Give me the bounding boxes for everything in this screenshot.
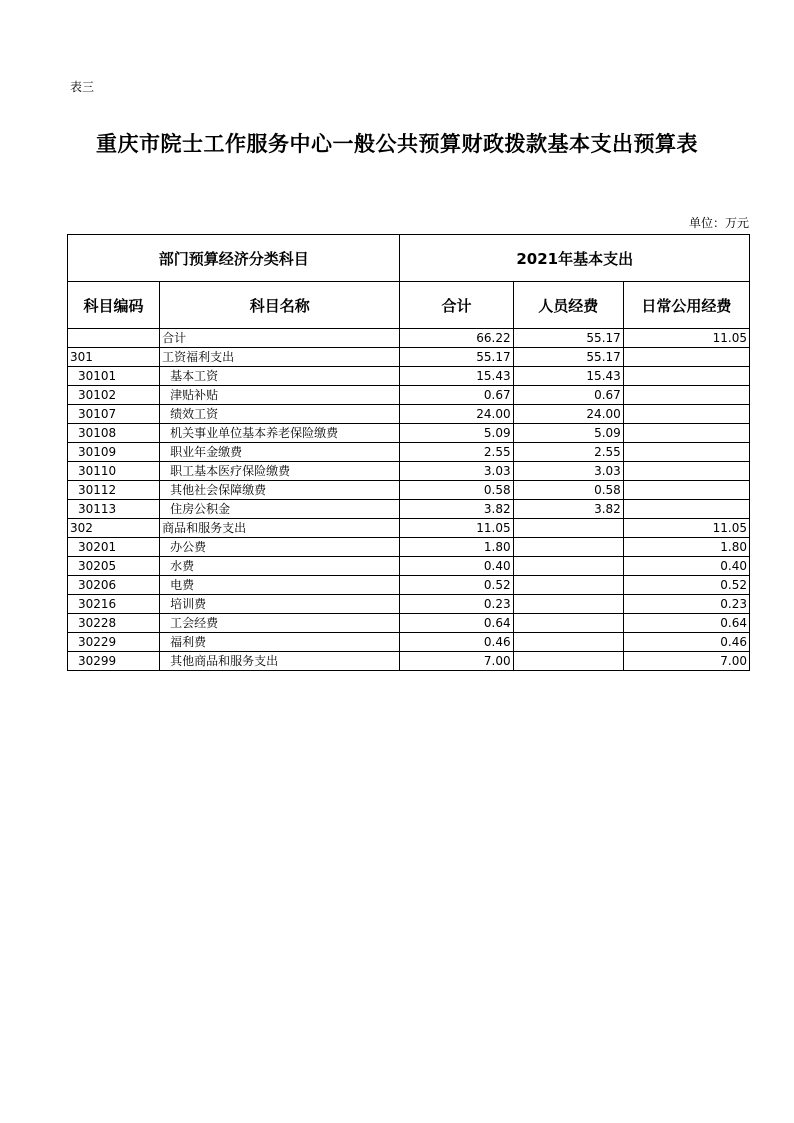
cell-public xyxy=(623,424,749,443)
cell-total: 0.67 xyxy=(400,386,513,405)
cell-name: 住房公积金 xyxy=(160,500,400,519)
cell-public xyxy=(623,405,749,424)
table-row xyxy=(68,348,750,367)
cell-code: 30205 xyxy=(68,557,160,576)
table-row xyxy=(68,538,750,557)
cell-name: 职工基本医疗保险缴费 xyxy=(160,462,400,481)
cell-total: 0.52 xyxy=(400,576,513,595)
cell-code: 30299 xyxy=(68,652,160,671)
cell-total: 7.00 xyxy=(400,652,513,671)
cell-public: 11.05 xyxy=(623,519,749,538)
cell-personnel: 0.67 xyxy=(513,386,623,405)
table-row xyxy=(68,481,750,500)
cell-public xyxy=(623,367,749,386)
cell-code: 30109 xyxy=(68,443,160,462)
cell-name: 绩效工资 xyxy=(160,405,400,424)
cell-name: 工会经费 xyxy=(160,614,400,633)
table-row xyxy=(68,519,750,538)
budget-table xyxy=(67,234,750,671)
cell-public xyxy=(623,386,749,405)
cell-total: 1.80 xyxy=(400,538,513,557)
cell-personnel: 24.00 xyxy=(513,405,623,424)
cell-code: 30101 xyxy=(68,367,160,386)
table-row xyxy=(68,557,750,576)
cell-name: 工资福利支出 xyxy=(160,348,400,367)
cell-code: 30216 xyxy=(68,595,160,614)
cell-personnel: 15.43 xyxy=(513,367,623,386)
table-row xyxy=(68,367,750,386)
cell-name: 合计 xyxy=(160,329,400,348)
cell-public: 0.64 xyxy=(623,614,749,633)
cell-personnel xyxy=(513,576,623,595)
cell-total: 66.22 xyxy=(400,329,513,348)
cell-code: 30107 xyxy=(68,405,160,424)
cell-total: 11.05 xyxy=(400,519,513,538)
page-title: 重庆市院士工作服务中心一般公共预算财政拨款基本支出预算表 xyxy=(96,132,698,156)
cell-code xyxy=(68,329,160,348)
table-row xyxy=(68,424,750,443)
cell-public xyxy=(623,500,749,519)
cell-name: 商品和服务支出 xyxy=(160,519,400,538)
group-header-economic-classification: 部门预算经济分类科目 xyxy=(68,235,400,282)
cell-total: 0.40 xyxy=(400,557,513,576)
cell-total: 15.43 xyxy=(400,367,513,386)
cell-name: 基本工资 xyxy=(160,367,400,386)
table-row xyxy=(68,462,750,481)
table-row xyxy=(68,633,750,652)
cell-code: 30108 xyxy=(68,424,160,443)
cell-code: 30102 xyxy=(68,386,160,405)
cell-name: 机关事业单位基本养老保险缴费 xyxy=(160,424,400,443)
table-row xyxy=(68,329,750,348)
table-number-label: 表三 xyxy=(70,80,95,94)
cell-personnel xyxy=(513,538,623,557)
column-header-total: 合计 xyxy=(400,282,513,329)
cell-personnel xyxy=(513,557,623,576)
table-row xyxy=(68,652,750,671)
cell-public xyxy=(623,443,749,462)
cell-name: 电费 xyxy=(160,576,400,595)
column-header-personnel: 人员经费 xyxy=(513,282,623,329)
cell-personnel: 3.82 xyxy=(513,500,623,519)
cell-total: 2.55 xyxy=(400,443,513,462)
unit-label: 单位：万元 xyxy=(688,216,749,230)
cell-name: 办公费 xyxy=(160,538,400,557)
cell-name: 培训费 xyxy=(160,595,400,614)
cell-public: 1.80 xyxy=(623,538,749,557)
table-row xyxy=(68,614,750,633)
cell-total: 3.82 xyxy=(400,500,513,519)
cell-personnel: 55.17 xyxy=(513,348,623,367)
cell-public xyxy=(623,462,749,481)
cell-code: 30228 xyxy=(68,614,160,633)
cell-code: 30110 xyxy=(68,462,160,481)
cell-code: 30112 xyxy=(68,481,160,500)
cell-code: 30206 xyxy=(68,576,160,595)
cell-public: 0.46 xyxy=(623,633,749,652)
cell-code: 30113 xyxy=(68,500,160,519)
table-row xyxy=(68,500,750,519)
cell-total: 0.58 xyxy=(400,481,513,500)
cell-total: 5.09 xyxy=(400,424,513,443)
group-header-basic-expenditure: 2021年基本支出 xyxy=(400,235,750,282)
cell-personnel xyxy=(513,595,623,614)
cell-name: 水费 xyxy=(160,557,400,576)
cell-public: 0.40 xyxy=(623,557,749,576)
cell-public xyxy=(623,348,749,367)
cell-total: 3.03 xyxy=(400,462,513,481)
cell-personnel xyxy=(513,633,623,652)
cell-name: 其他社会保障缴费 xyxy=(160,481,400,500)
cell-personnel xyxy=(513,614,623,633)
table-row xyxy=(68,576,750,595)
cell-name: 其他商品和服务支出 xyxy=(160,652,400,671)
cell-name: 职业年金缴费 xyxy=(160,443,400,462)
cell-public: 0.23 xyxy=(623,595,749,614)
column-header-public: 日常公用经费 xyxy=(623,282,749,329)
column-header-name: 科目名称 xyxy=(160,282,400,329)
group-header-row xyxy=(68,235,750,282)
cell-personnel: 0.58 xyxy=(513,481,623,500)
table-row xyxy=(68,405,750,424)
cell-total: 24.00 xyxy=(400,405,513,424)
cell-personnel: 2.55 xyxy=(513,443,623,462)
cell-total: 0.23 xyxy=(400,595,513,614)
column-header-code: 科目编码 xyxy=(68,282,160,329)
cell-personnel xyxy=(513,519,623,538)
cell-personnel: 3.03 xyxy=(513,462,623,481)
cell-name: 福利费 xyxy=(160,633,400,652)
cell-total: 0.64 xyxy=(400,614,513,633)
column-header-row xyxy=(68,282,750,329)
table-row xyxy=(68,595,750,614)
cell-code: 301 xyxy=(68,348,160,367)
cell-total: 0.46 xyxy=(400,633,513,652)
cell-total: 55.17 xyxy=(400,348,513,367)
table-row xyxy=(68,443,750,462)
cell-personnel: 5.09 xyxy=(513,424,623,443)
cell-personnel xyxy=(513,652,623,671)
cell-code: 30229 xyxy=(68,633,160,652)
cell-code: 30201 xyxy=(68,538,160,557)
table-row xyxy=(68,386,750,405)
cell-code: 302 xyxy=(68,519,160,538)
cell-public: 7.00 xyxy=(623,652,749,671)
cell-personnel: 55.17 xyxy=(513,329,623,348)
cell-name: 津贴补贴 xyxy=(160,386,400,405)
cell-public: 11.05 xyxy=(623,329,749,348)
cell-public: 0.52 xyxy=(623,576,749,595)
cell-public xyxy=(623,481,749,500)
